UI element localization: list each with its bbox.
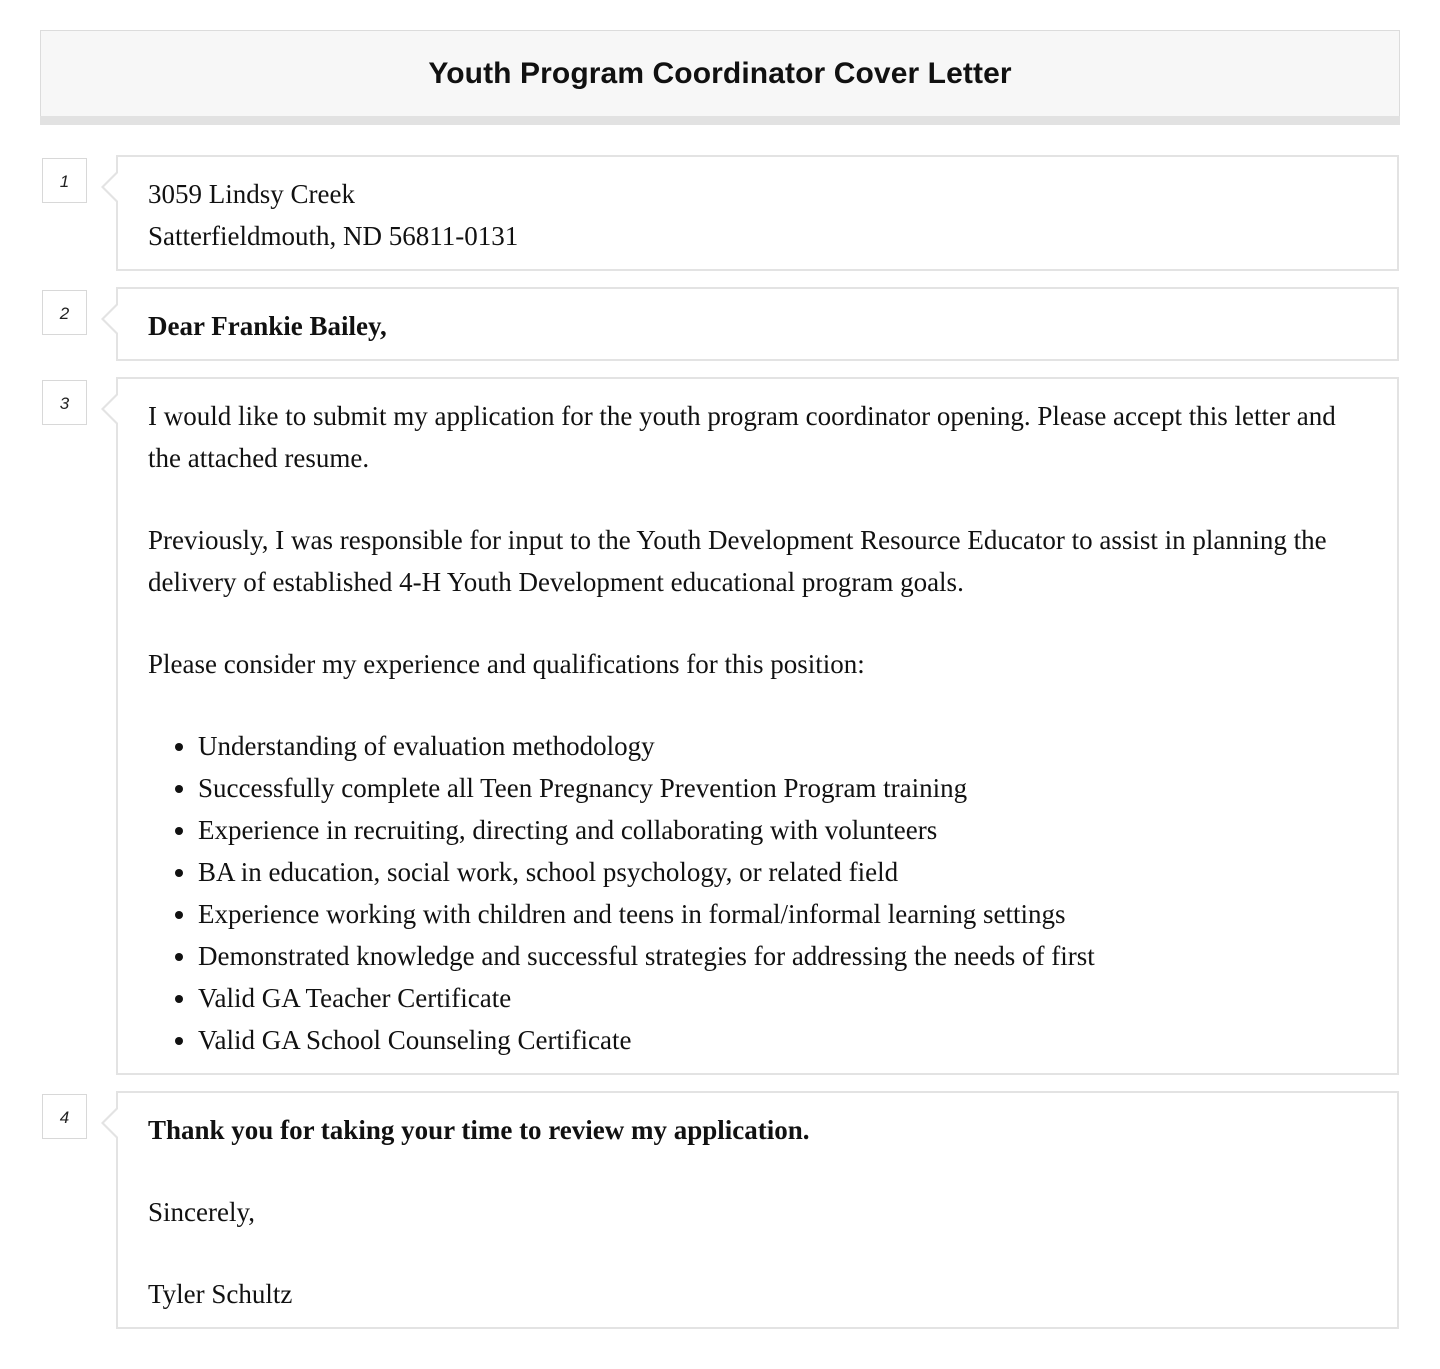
list-item: • Valid GA School Counseling Certificate xyxy=(198,1019,1367,1061)
address-line-2: Satterfieldmouth, ND 56811-0131 xyxy=(148,221,519,251)
consider-paragraph: Please consider my experience and qualifications for this position: xyxy=(148,649,865,679)
list-item: • Demonstrated knowledge and successful strategies for addressing the needs of first xyxy=(198,935,1367,977)
greeting: Dear Frankie Bailey, xyxy=(148,311,387,341)
closing-block xyxy=(116,1091,1399,1329)
qualifications-list xyxy=(148,725,1367,1061)
page-header xyxy=(40,30,1400,116)
greeting-block xyxy=(116,287,1399,361)
closing-line: Sincerely, xyxy=(148,1197,255,1227)
signature: Tyler Schultz xyxy=(148,1279,293,1309)
address-block xyxy=(116,155,1399,271)
section-number: 1 xyxy=(42,158,87,203)
list-item: • Experience working with children and teens in formal/informal learning settings xyxy=(198,893,1367,935)
section-number: 3 xyxy=(42,380,87,425)
address-line-1: 3059 Lindsy Creek xyxy=(148,179,355,209)
section-number: 2 xyxy=(42,290,87,335)
body-block xyxy=(116,377,1399,1075)
list-item: • Valid GA Teacher Certificate xyxy=(198,977,1367,1019)
list-item: • Successfully complete all Teen Pregnancy Prevention Program training xyxy=(198,767,1367,809)
thanks-line: Thank you for taking your time to review my application. xyxy=(148,1115,810,1145)
previous-paragraph: Previously, I was responsible for input to the Youth Development Resource Educator to assist in planning the delivery of established 4-H Youth Development educational program goals. xyxy=(148,525,1327,597)
list-item: • BA in education, social work, school psychology, or related field xyxy=(198,851,1367,893)
intro-paragraph: I would like to submit my application for the youth program coordinator opening. Please accept this letter and the attached resume. xyxy=(148,401,1336,473)
section-number: 4 xyxy=(42,1094,87,1139)
page-title: Youth Program Coordinator Cover Letter xyxy=(428,56,1012,90)
list-item: • Understanding of evaluation methodology xyxy=(198,725,1367,767)
list-item: • Experience in recruiting, directing and collaborating with volunteers xyxy=(198,809,1367,851)
